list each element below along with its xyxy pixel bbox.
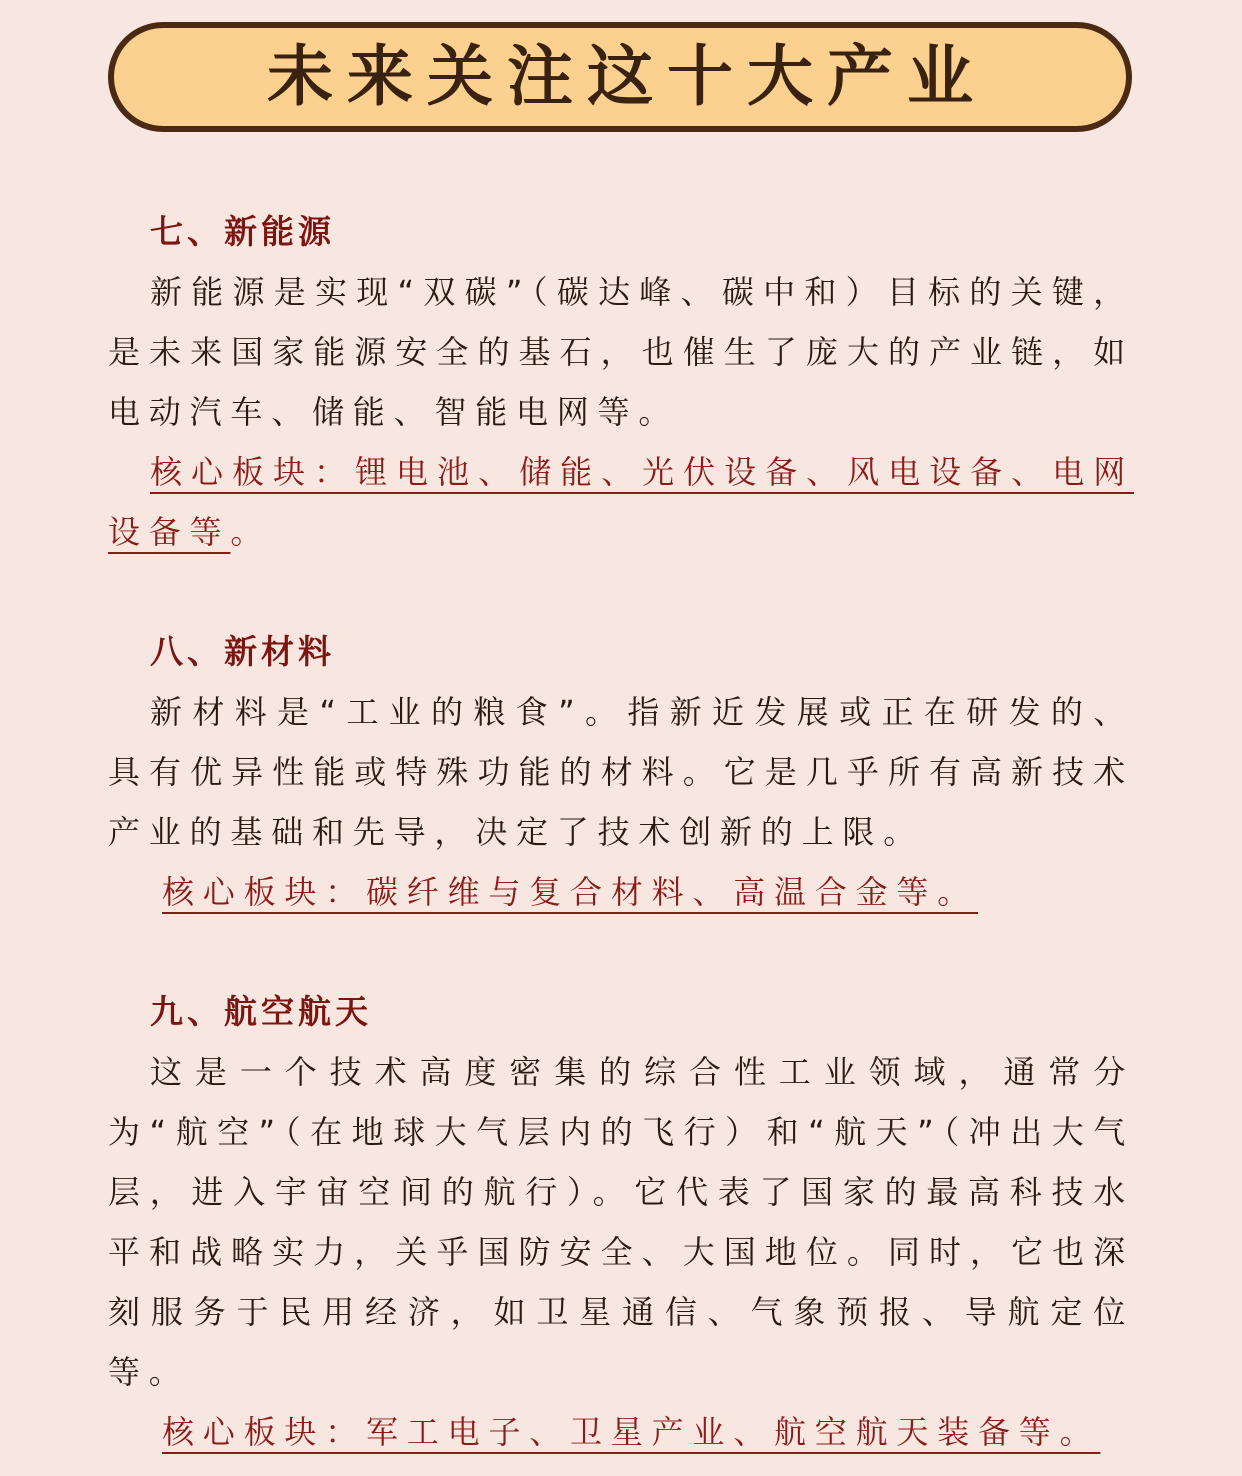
- section-new-energy: [108, 202, 1134, 562]
- section-title: 八、新材料: [150, 632, 335, 671]
- core-sectors-text: 核心板块：军工电子、卫星产业、航空航天装备等。: [162, 1413, 1101, 1451]
- core-sectors-text: 核心板块：碳纤维与复合材料、高温合金等。: [162, 873, 979, 911]
- section-body: 新能源是实现“双碳”（碳达峰、碳中和）目标的关键，是未来国家能源安全的基石，也催生了庞大的产业链，如电动汽车、储能、智能电网等。: [108, 273, 1134, 431]
- section-body: 新材料是“工业的粮食”。指新近发展或正在研发的、具有优异性能或特殊功能的材料。它是几乎所有高新技术产业的基础和先导，决定了技术创新的上限。: [108, 693, 1134, 851]
- title-banner: [108, 22, 1132, 132]
- core-sectors: [108, 862, 1134, 922]
- section-title: 七、新能源: [150, 212, 335, 251]
- core-sectors-end: 。: [230, 513, 272, 551]
- section-new-materials: [108, 622, 1134, 922]
- section-aerospace: [108, 982, 1134, 1462]
- core-sectors: [108, 442, 1134, 562]
- core-sectors: [108, 1402, 1134, 1462]
- section-title: 九、航空航天: [150, 992, 372, 1031]
- core-sectors-text: 核心板块：锂电池、储能、光伏设备、风电设备、电网设备等: [108, 453, 1134, 551]
- section-body: 这是一个技术高度密集的综合性工业领域，通常分为“航空”（在地球大气层内的飞行）和“航天”（冲出大气层，进入宇宙空间的航行）。它代表了国家的最高科技水平和战略实力，关乎国防安全、大国地位。同时，它也深刻服务于民用经济，如卫星通信、气象预报、导航定位等。: [108, 1053, 1134, 1391]
- page-title: 未来关注这十大产业: [267, 38, 987, 115]
